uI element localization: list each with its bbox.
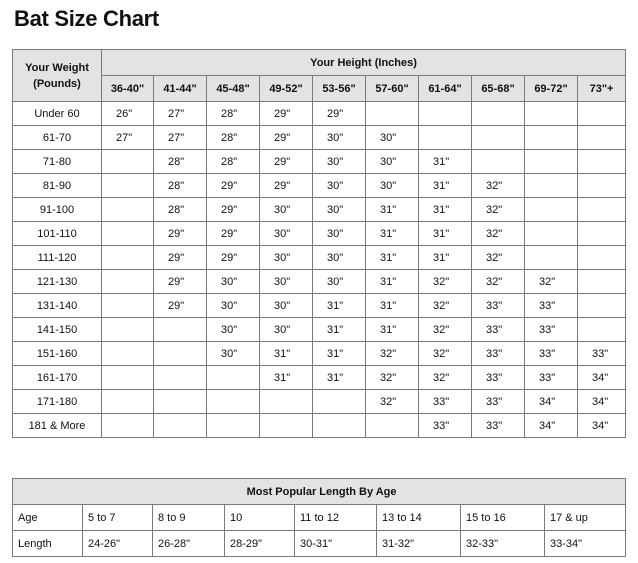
bat-size-cell: 30" (207, 342, 260, 366)
bat-size-cell (102, 366, 154, 390)
weight-cell: 131-140 (13, 294, 102, 318)
bat-size-cell (578, 126, 626, 150)
bat-size-cell: 29" (260, 150, 313, 174)
table-row (13, 318, 626, 342)
weight-cell: 111-120 (13, 246, 102, 270)
bat-size-cell (578, 150, 626, 174)
bat-size-cell: 31" (419, 222, 472, 246)
table-row (13, 294, 626, 318)
bat-size-cell: 33" (419, 390, 472, 414)
bat-size-cell: 34" (525, 414, 578, 438)
bat-size-cell (102, 150, 154, 174)
bat-size-cell (102, 414, 154, 438)
weight-cell: 141-150 (13, 318, 102, 342)
bat-size-cell: 31" (419, 198, 472, 222)
weight-cell: 151-160 (13, 342, 102, 366)
bat-size-cell (419, 126, 472, 150)
bat-size-cell: 30" (366, 150, 419, 174)
height-range-header: 41-44" (154, 76, 207, 102)
weight-cell: Under 60 (13, 102, 102, 126)
bat-size-cell: 31" (366, 318, 419, 342)
bat-size-cell (102, 390, 154, 414)
bat-size-cell (260, 414, 313, 438)
bat-size-cell (525, 222, 578, 246)
page-title: Bat Size Chart (14, 6, 159, 31)
bat-size-cell: 32" (525, 270, 578, 294)
height-range-row (13, 76, 626, 102)
table-row (13, 342, 626, 366)
bat-size-cell: 29" (260, 174, 313, 198)
bat-size-cell (525, 174, 578, 198)
bat-size-cell: 29" (154, 294, 207, 318)
bat-size-cell: 31" (366, 198, 419, 222)
bat-size-cell: 29" (207, 198, 260, 222)
age-row (13, 505, 626, 531)
bat-size-cell (525, 126, 578, 150)
table-row (13, 366, 626, 390)
bat-size-cell (578, 174, 626, 198)
bat-size-cell: 30" (313, 222, 366, 246)
bat-size-cell: 33" (578, 342, 626, 366)
length-cell: 31-32" (377, 531, 461, 557)
bat-size-cell (154, 414, 207, 438)
bat-size-cell (578, 222, 626, 246)
bat-size-cell: 30" (260, 198, 313, 222)
bat-size-cell: 32" (419, 318, 472, 342)
bat-size-cell (472, 126, 525, 150)
weight-header-line2: (Pounds) (33, 77, 81, 90)
bat-size-cell: 29" (154, 246, 207, 270)
table-row (13, 222, 626, 246)
bat-size-cell: 34" (578, 366, 626, 390)
height-range-header: 49-52" (260, 76, 313, 102)
weight-cell: 81-90 (13, 174, 102, 198)
bat-size-cell: 29" (207, 222, 260, 246)
bat-size-cell (366, 414, 419, 438)
length-row-label: Length (13, 531, 83, 557)
bat-size-body (13, 102, 626, 438)
bat-size-cell: 32" (419, 270, 472, 294)
length-cell: 30-31" (295, 531, 377, 557)
bat-size-cell (154, 342, 207, 366)
length-cell: 33-34" (545, 531, 626, 557)
weight-cell: 181 & More (13, 414, 102, 438)
bat-size-cell: 31" (366, 246, 419, 270)
bat-size-cell: 29" (260, 126, 313, 150)
bat-size-cell: 32" (419, 342, 472, 366)
bat-size-cell (154, 390, 207, 414)
bat-size-cell (525, 150, 578, 174)
bat-size-cell: 31" (419, 246, 472, 270)
bat-size-cell (472, 102, 525, 126)
bat-size-cell (102, 342, 154, 366)
weight-column-header (13, 50, 102, 102)
bat-size-cell (578, 102, 626, 126)
bat-size-cell (419, 102, 472, 126)
bat-size-cell (102, 318, 154, 342)
height-range-header: 69-72" (525, 76, 578, 102)
bat-size-cell: 29" (313, 102, 366, 126)
bat-size-cell: 33" (472, 390, 525, 414)
bat-size-cell: 32" (472, 198, 525, 222)
bat-size-cell: 30" (260, 246, 313, 270)
bat-size-cell: 31" (260, 366, 313, 390)
bat-size-cell: 33" (525, 294, 578, 318)
bat-size-cell: 30" (313, 198, 366, 222)
bat-size-cell: 33" (525, 342, 578, 366)
age-row-label: Age (13, 505, 83, 531)
table-row (13, 390, 626, 414)
table-row (13, 198, 626, 222)
bat-size-cell: 31" (366, 222, 419, 246)
bat-size-cell (102, 294, 154, 318)
bat-size-cell (472, 150, 525, 174)
bat-size-cell (578, 246, 626, 270)
bat-size-cell: 29" (207, 246, 260, 270)
bat-size-cell: 29" (207, 174, 260, 198)
bat-size-cell: 26" (102, 102, 154, 126)
bat-size-table (12, 49, 626, 438)
bat-size-cell: 33" (525, 366, 578, 390)
bat-size-cell: 31" (366, 294, 419, 318)
bat-size-cell: 30" (207, 318, 260, 342)
length-row (13, 531, 626, 557)
bat-size-cell (313, 390, 366, 414)
bat-size-cell: 33" (525, 318, 578, 342)
bat-size-cell: 30" (313, 270, 366, 294)
bat-size-cell: 33" (472, 294, 525, 318)
height-range-header: 73"+ (578, 76, 626, 102)
bat-size-cell: 30" (207, 294, 260, 318)
bat-size-cell: 31" (313, 294, 366, 318)
age-cell: 5 to 7 (83, 505, 153, 531)
bat-size-cell: 27" (154, 126, 207, 150)
height-range-header: 36-40" (102, 76, 154, 102)
weight-header-line1: Your Weight (25, 61, 89, 74)
bat-size-cell: 31" (260, 342, 313, 366)
bat-size-cell: 30" (207, 270, 260, 294)
bat-size-cell: 27" (102, 126, 154, 150)
bat-size-cell: 30" (313, 126, 366, 150)
bat-size-cell (366, 102, 419, 126)
bat-size-cell: 32" (472, 174, 525, 198)
bat-size-cell (578, 198, 626, 222)
height-range-header: 45-48" (207, 76, 260, 102)
height-range-header: 61-64" (419, 76, 472, 102)
bat-size-cell: 30" (366, 174, 419, 198)
bat-size-cell: 34" (525, 390, 578, 414)
bat-size-cell: 28" (207, 150, 260, 174)
bat-size-cell: 32" (366, 390, 419, 414)
table-row (13, 126, 626, 150)
weight-cell: 91-100 (13, 198, 102, 222)
bat-size-cell (525, 198, 578, 222)
bat-size-cell: 30" (313, 150, 366, 174)
length-cell: 26-28" (153, 531, 225, 557)
bat-size-cell (154, 318, 207, 342)
bat-size-cell (207, 366, 260, 390)
age-cell: 13 to 14 (377, 505, 461, 531)
bat-size-cell: 30" (313, 174, 366, 198)
age-cell: 11 to 12 (295, 505, 377, 531)
bat-size-cell (578, 294, 626, 318)
bat-size-cell: 30" (260, 222, 313, 246)
bat-size-cell (102, 198, 154, 222)
weight-cell: 101-110 (13, 222, 102, 246)
bat-size-cell: 34" (578, 390, 626, 414)
bat-size-cell: 33" (472, 318, 525, 342)
bat-size-cell: 31" (313, 366, 366, 390)
bat-size-cell: 30" (260, 294, 313, 318)
bat-size-cell: 30" (313, 246, 366, 270)
bat-size-cell: 30" (260, 270, 313, 294)
bat-size-cell: 28" (154, 198, 207, 222)
bat-size-cell (102, 174, 154, 198)
bat-size-cell: 31" (366, 270, 419, 294)
weight-cell: 121-130 (13, 270, 102, 294)
bat-size-cell: 33" (472, 342, 525, 366)
bat-size-cell: 32" (419, 294, 472, 318)
length-cell: 32-33" (461, 531, 545, 557)
bat-size-cell: 30" (260, 318, 313, 342)
age-cell: 17 & up (545, 505, 626, 531)
bat-size-cell (313, 414, 366, 438)
bat-size-cell: 33" (419, 414, 472, 438)
bat-size-cell: 32" (472, 222, 525, 246)
bat-size-cell (154, 366, 207, 390)
table-row (13, 270, 626, 294)
table-row (13, 102, 626, 126)
bat-size-cell: 31" (313, 342, 366, 366)
height-column-header: Your Height (Inches) (102, 50, 626, 76)
bat-size-cell: 28" (207, 102, 260, 126)
bat-size-cell: 32" (419, 366, 472, 390)
bat-size-cell (525, 246, 578, 270)
bat-size-cell (578, 318, 626, 342)
length-cell: 24-26" (83, 531, 153, 557)
height-range-header: 53-56" (313, 76, 366, 102)
weight-cell: 71-80 (13, 150, 102, 174)
age-cell: 10 (225, 505, 295, 531)
age-cell: 15 to 16 (461, 505, 545, 531)
bat-size-cell (102, 270, 154, 294)
weight-cell: 171-180 (13, 390, 102, 414)
bat-size-cell (207, 390, 260, 414)
bat-size-cell (578, 270, 626, 294)
bat-size-cell: 28" (207, 126, 260, 150)
bat-size-cell: 34" (578, 414, 626, 438)
age-cell: 8 to 9 (153, 505, 225, 531)
bat-size-cell: 32" (472, 246, 525, 270)
length-cell: 28-29" (225, 531, 295, 557)
table-row (13, 246, 626, 270)
length-by-age-table (12, 478, 626, 557)
bat-size-cell: 27" (154, 102, 207, 126)
height-range-header: 65-68" (472, 76, 525, 102)
bat-size-cell: 29" (154, 222, 207, 246)
weight-cell: 61-70 (13, 126, 102, 150)
bat-size-cell: 31" (419, 174, 472, 198)
table-row (13, 150, 626, 174)
bat-size-cell (102, 246, 154, 270)
bat-size-cell: 32" (366, 342, 419, 366)
bat-size-cell: 29" (154, 270, 207, 294)
bat-size-cell: 28" (154, 174, 207, 198)
bat-size-cell: 32" (366, 366, 419, 390)
bat-size-cell (207, 414, 260, 438)
bat-size-cell (102, 222, 154, 246)
length-by-age-title: Most Popular Length By Age (13, 479, 626, 505)
weight-cell: 161-170 (13, 366, 102, 390)
bat-size-cell: 31" (419, 150, 472, 174)
table-row (13, 414, 626, 438)
bat-size-cell: 32" (472, 270, 525, 294)
bat-size-cell: 33" (472, 414, 525, 438)
table-row (13, 174, 626, 198)
bat-size-cell (525, 102, 578, 126)
bat-size-cell: 28" (154, 150, 207, 174)
bat-size-cell (260, 390, 313, 414)
bat-size-cell: 30" (366, 126, 419, 150)
bat-size-cell: 33" (472, 366, 525, 390)
height-range-header: 57-60" (366, 76, 419, 102)
bat-size-cell: 31" (313, 318, 366, 342)
bat-size-cell: 29" (260, 102, 313, 126)
